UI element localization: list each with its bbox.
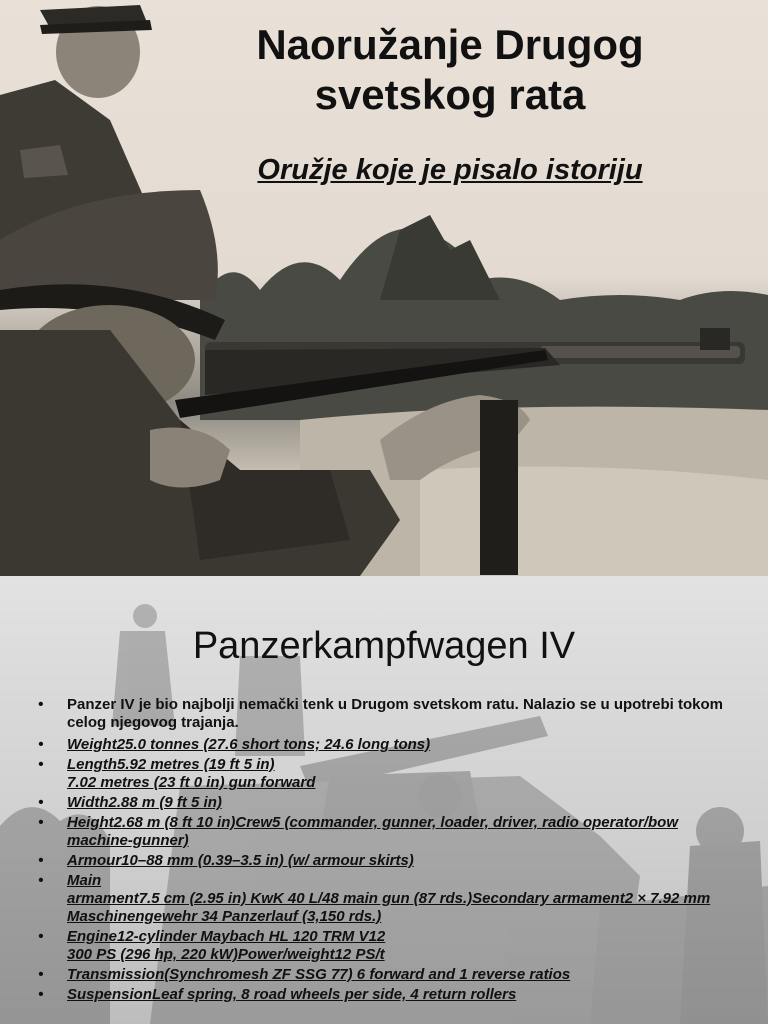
spec-item xyxy=(38,966,738,984)
spec-power: 300 PS (296 hp, 220 kW)Power/weight12 PS/t xyxy=(67,946,385,963)
main-title-line-1: Naoružanje Drugog xyxy=(256,21,644,68)
subtitle: Oružje koje je pisalo istoriju xyxy=(257,154,643,186)
spec-main-label: • Main xyxy=(67,872,102,889)
spec-engine: • Engine12-cylinder Maybach HL 120 TRM V12 xyxy=(67,928,386,945)
spec-item xyxy=(38,794,738,812)
intro-bullet xyxy=(38,696,738,732)
spec-weight: • Weight25.0 tonnes (27.6 short tons; 24.6 long tons) xyxy=(67,736,431,753)
spec-armour: • Armour10–88 mm (0.39–3.5 in) (w/ armour skirts) xyxy=(67,852,414,869)
spec-suspension: • SuspensionLeaf spring, 8 road wheels per side, 4 return rollers xyxy=(67,986,517,1003)
spec-armament: armament7.5 cm (2.95 in) KwK 40 L/48 main gun (87 rds.)Secondary armament2 × 7.92 mm Maschinengewehr 34 Panzerlauf (3,150 rds.) xyxy=(67,890,711,925)
main-title xyxy=(150,20,750,120)
panzer-iv-slide xyxy=(0,576,768,1024)
slide-title: Panzerkampfwagen IV xyxy=(192,625,576,667)
spec-item xyxy=(38,756,738,792)
spec-height-crew: • Height2.68 m (8 ft 10 in)Crew5 (commander, gunner, loader, driver, radio operator/bow machine-gunner) xyxy=(67,814,678,849)
main-title-line-2: svetskog rata xyxy=(314,71,586,118)
spec-width: • Width2.88 m (9 ft 5 in) xyxy=(67,794,222,811)
intro-text: Panzer IV je bio najbolji nemački tenk u Drugom svetskom ratu. Nalazio se u upotrebi tokom celog njegovog trajanja. xyxy=(67,696,723,731)
spec-item xyxy=(38,986,738,1004)
spec-item xyxy=(38,872,738,926)
spec-item xyxy=(38,852,738,870)
spec-item xyxy=(38,814,738,850)
spec-item xyxy=(38,928,738,964)
spec-length: • Length5.92 metres (19 ft 5 in) xyxy=(67,756,275,773)
spec-list xyxy=(38,696,738,1006)
spec-transmission: • Transmission(Synchromesh ZF SSG 77) 6 forward and 1 reverse ratios xyxy=(67,966,571,983)
spec-length-gun-forward: 7.02 metres (23 ft 0 in) gun forward xyxy=(67,774,316,791)
spec-item xyxy=(38,736,738,754)
